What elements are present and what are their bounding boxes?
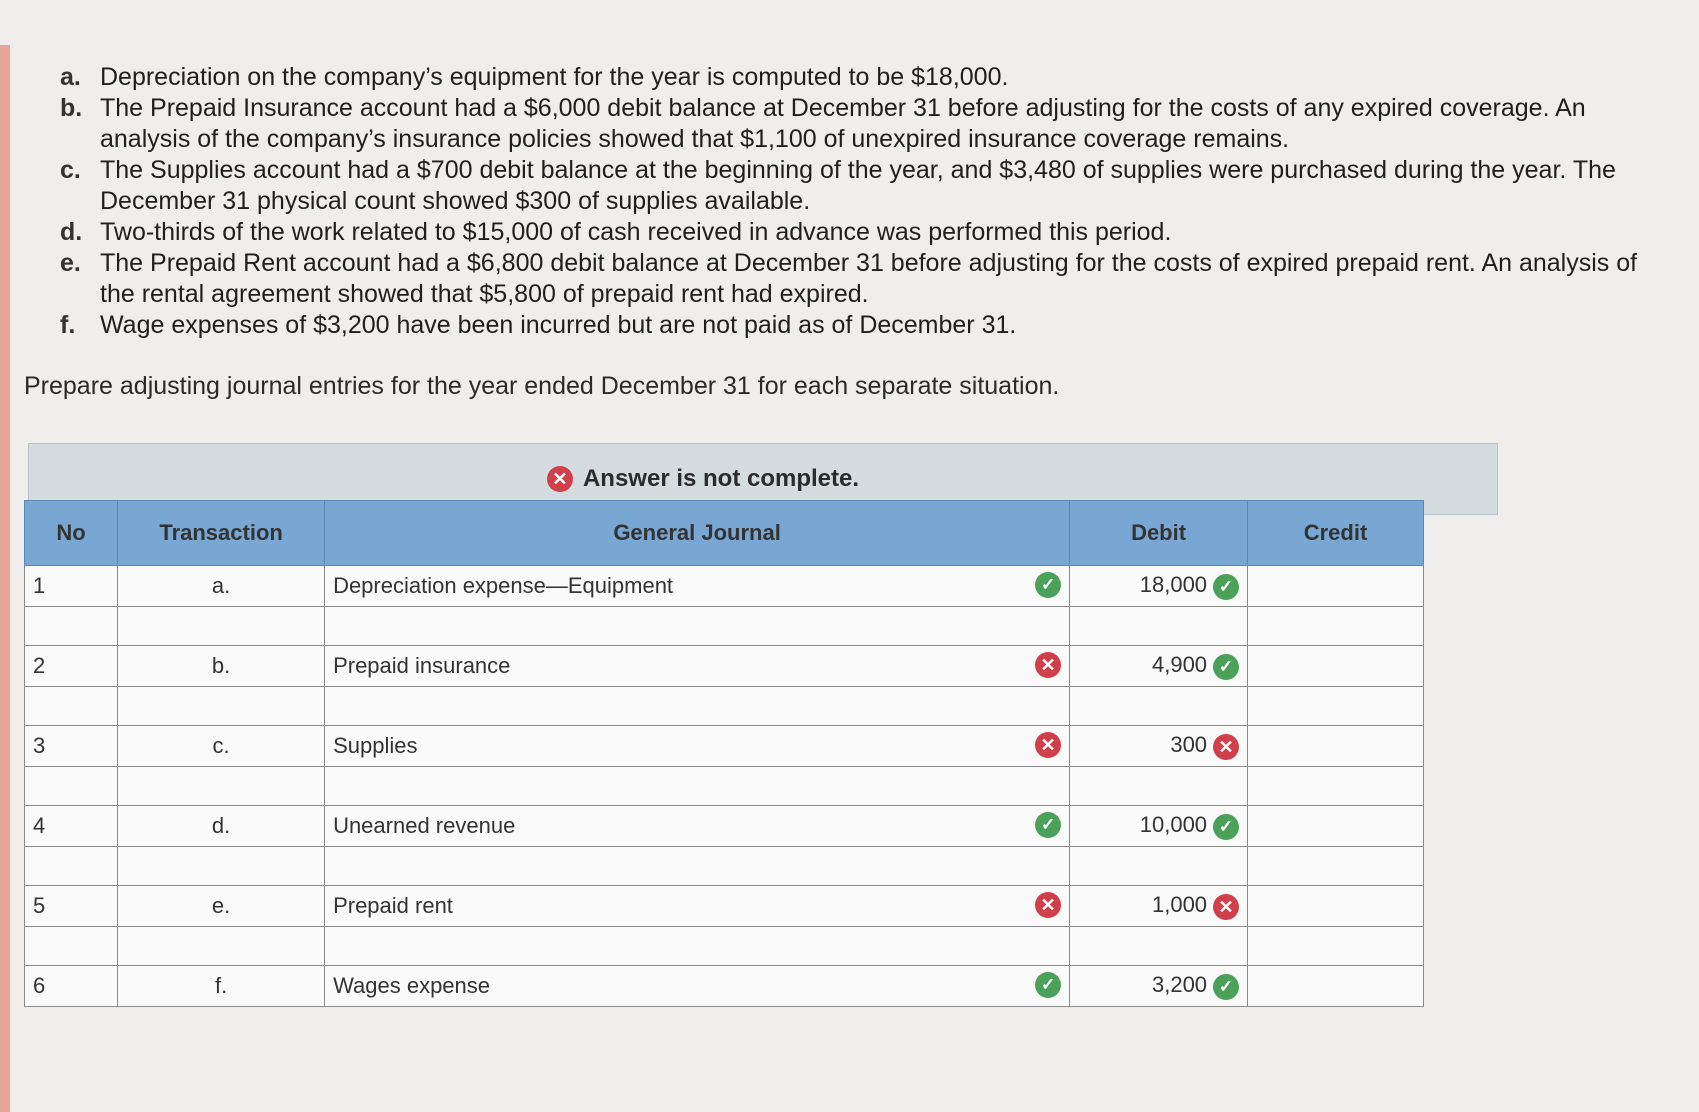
table-row [25,806,1424,847]
header-no: No [25,501,118,566]
row-number: 2 [25,646,118,687]
table-row [25,646,1424,687]
check-circle-icon: ✓ [1213,974,1239,1000]
problem-item-c [60,155,1640,217]
row-number [25,847,118,886]
problem-item-d [60,217,1640,248]
account-title: Prepaid rent [333,893,453,918]
check-circle-icon: ✓ [1213,814,1239,840]
credit-cell[interactable] [1248,566,1424,607]
left-accent-bar [0,45,10,1112]
table-row [25,966,1424,1007]
item-letter: e. [60,249,81,277]
debit-cell[interactable] [1070,687,1248,726]
empty-journal-row [25,767,1424,806]
credit-cell[interactable] [1248,927,1424,966]
transaction-cell[interactable] [118,607,325,646]
general-journal-table [24,500,1424,1007]
check-circle-icon: ✓ [1035,972,1061,998]
transaction-cell[interactable]: d. [118,806,325,847]
debit-cell[interactable] [1070,886,1248,927]
transaction-cell[interactable]: e. [118,886,325,927]
item-text: The Prepaid Rent account had a $6,800 debit balance at December 31 before adjusting for the costs of expired prepaid rent. An analysis of the rental agreement showed that $5,800 of prepaid rent had expired. [100,249,1638,308]
transaction-cell[interactable] [118,767,325,806]
row-number [25,607,118,646]
debit-value: 3,200 [1151,972,1208,998]
table-row [25,566,1424,607]
row-number: 3 [25,726,118,767]
account-title: Wages expense [333,973,491,998]
item-letter: f. [60,311,76,339]
debit-cell[interactable] [1070,726,1248,767]
row-number: 5 [25,886,118,927]
transaction-cell[interactable]: b. [118,646,325,687]
problem-item-b [60,93,1640,155]
debit-cell[interactable] [1070,566,1248,607]
account-title-cell[interactable] [325,847,1070,886]
instruction-text: Prepare adjusting journal entries for the year ended December 31 for each separate situation. [24,372,1060,400]
header-credit: Credit [1248,501,1424,566]
item-text: Depreciation on the company’s equipment for the year is computed to be $18,000. [100,63,1009,91]
item-letter: d. [60,218,83,246]
banner-title: Answer is not complete. [582,465,860,492]
check-circle-icon: ✓ [1035,812,1061,838]
empty-journal-row [25,607,1424,646]
item-text: Wage expenses of $3,200 have been incurred but are not paid as of December 31. [100,311,1017,339]
header-general-journal: General Journal [325,501,1070,566]
problem-item-e [60,248,1640,310]
item-text: The Supplies account had a $700 debit balance at the beginning of the year, and $3,480 of supplies were purchased during the year. The December 31 physical count showed $300 of supplies available. [100,156,1616,215]
account-title-cell[interactable] [325,927,1070,966]
table-header-row [25,501,1424,566]
debit-value: 300 [1170,732,1208,758]
account-title-cell[interactable] [325,806,1070,847]
debit-value: 1,000 [1151,892,1208,918]
debit-cell[interactable] [1070,966,1248,1007]
account-title: Supplies [333,733,418,758]
header-debit: Debit [1070,501,1248,566]
row-number [25,927,118,966]
problem-item-f [60,310,1640,341]
item-letter: b. [60,94,83,122]
transaction-cell[interactable]: c. [118,726,325,767]
empty-journal-row [25,687,1424,726]
x-circle-icon: ✕ [1213,734,1239,760]
account-title: Unearned revenue [333,813,516,838]
row-number [25,767,118,806]
debit-cell[interactable] [1070,847,1248,886]
transaction-cell[interactable]: f. [118,966,325,1007]
debit-value: 10,000 [1139,812,1208,838]
credit-cell[interactable] [1248,847,1424,886]
check-circle-icon: ✓ [1035,572,1061,598]
credit-cell[interactable] [1248,966,1424,1007]
empty-journal-row [25,847,1424,886]
table-row [25,886,1424,927]
credit-cell[interactable] [1248,607,1424,646]
row-number [25,687,118,726]
account-title-cell[interactable] [325,566,1070,607]
account-title: Depreciation expense—Equipment [333,573,674,598]
debit-cell[interactable] [1070,646,1248,687]
journal-body [25,566,1424,1007]
item-text: Two-thirds of the work related to $15,000 of cash received in advance was performed this period. [100,218,1172,246]
transaction-cell[interactable]: a. [118,566,325,607]
table-row [25,726,1424,767]
header-transaction: Transaction [118,501,325,566]
item-text: The Prepaid Insurance account had a $6,000 debit balance at December 31 before adjusting for the costs of any expired coverage. An analysis of the company’s insurance policies showed that $1,100 of unexpired insurance coverage remains. [100,94,1586,153]
account-title-cell[interactable] [325,726,1070,767]
account-title-cell[interactable] [325,767,1070,806]
empty-journal-row [25,927,1424,966]
debit-cell[interactable] [1070,767,1248,806]
account-title-cell[interactable] [325,607,1070,646]
item-letter: a. [60,63,81,91]
x-circle-icon: ✕ [1035,892,1061,918]
check-circle-icon: ✓ [1213,574,1239,600]
debit-cell[interactable] [1070,927,1248,966]
credit-cell[interactable] [1248,726,1424,767]
credit-cell[interactable] [1248,767,1424,806]
account-title-cell[interactable] [325,886,1070,927]
credit-cell[interactable] [1248,646,1424,687]
transaction-cell[interactable] [118,847,325,886]
row-number: 6 [25,966,118,1007]
credit-cell[interactable] [1248,886,1424,927]
credit-cell[interactable] [1248,687,1424,726]
x-circle-icon: ✕ [1035,732,1061,758]
account-title-cell[interactable] [325,687,1070,726]
account-title-cell[interactable] [325,966,1070,1007]
row-number: 1 [25,566,118,607]
account-title: Prepaid insurance [333,653,511,678]
transaction-cell[interactable] [118,927,325,966]
item-letter: c. [60,156,81,184]
debit-cell[interactable] [1070,806,1248,847]
debit-cell[interactable] [1070,607,1248,646]
debit-value: 18,000 [1139,572,1208,598]
row-number: 4 [25,806,118,847]
credit-cell[interactable] [1248,806,1424,847]
x-circle-icon: ✕ [1035,652,1061,678]
problem-list [60,62,1640,341]
x-circle-icon: ✕ [547,466,573,492]
x-circle-icon: ✕ [1213,894,1239,920]
account-title-cell[interactable] [325,646,1070,687]
check-circle-icon: ✓ [1213,654,1239,680]
debit-value: 4,900 [1151,652,1208,678]
transaction-cell[interactable] [118,687,325,726]
problem-item-a [60,62,1640,93]
